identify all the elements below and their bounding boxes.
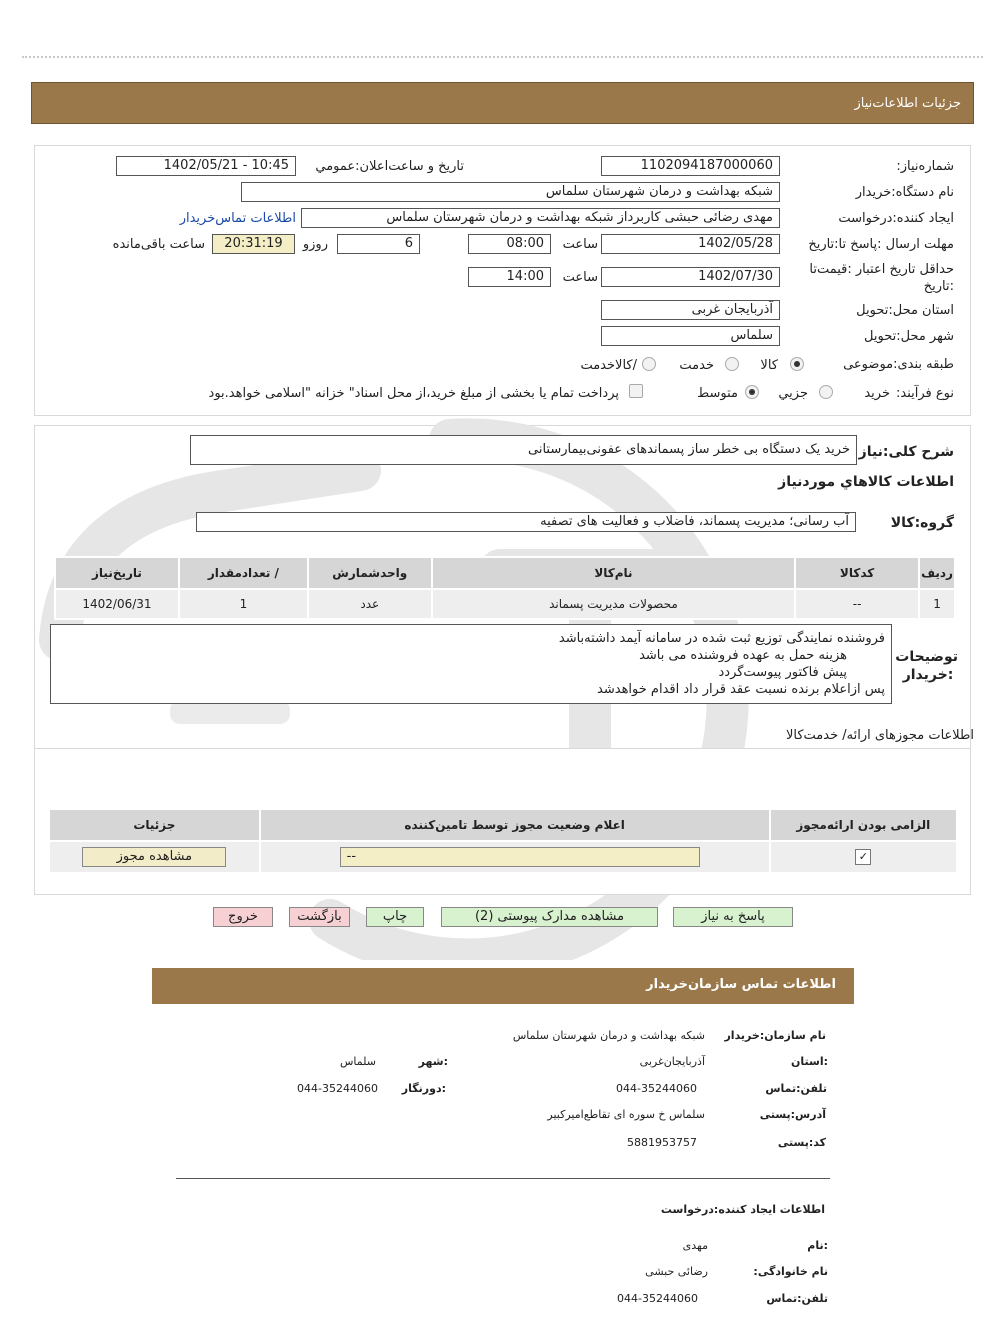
print-button[interactable]: چاپ [366, 907, 424, 927]
days-label: روزو [302, 237, 328, 252]
goods-cell-date: 1402/06/31 [55, 589, 179, 619]
category-service-label: خدمت [679, 358, 714, 373]
process-medium-radio[interactable] [745, 385, 759, 399]
deadline-label: مهلت ارسال :پاسخ تا‌:تاریخ [808, 237, 954, 252]
contact-fax-label: :دورنگار [401, 1082, 446, 1095]
city-field: سلماس [601, 326, 780, 346]
permits-col-status: اعلام وضعیت مجوز توسط تامین‌کننده [260, 809, 770, 841]
validity-date-field: 1402/07/30 [601, 267, 780, 287]
buyer-notes-box [50, 624, 892, 704]
goods-group-label: گروه‌:کالا [890, 515, 954, 531]
validity-label: حداقل تاریخ اعتبار :قیمت‌تا [809, 262, 954, 277]
creator-family-value: رضائی حبشی [645, 1265, 708, 1278]
back-button[interactable]: بازگشت [289, 907, 350, 927]
summary-title-field: خرید یک دستگاه بی خطر ساز پسماندهای عفونی‌بیمارستانی [190, 435, 857, 465]
creator-family-label: نام خانوادگی‌: [753, 1265, 828, 1278]
process-partial-radio[interactable] [819, 385, 833, 399]
buyer-notes-label-text: توضیحات :خریدار [895, 649, 958, 683]
checkbox-checked-icon: ✓ [855, 849, 871, 865]
deadline-time-label: ساعت [562, 237, 598, 252]
permits-cell-required [770, 841, 957, 873]
contact-province-label: :استان [791, 1055, 828, 1068]
validity-time-label: ساعت [562, 270, 598, 285]
process-medium-label: متوسط [697, 386, 738, 401]
attachments-button[interactable]: مشاهده مدارک پیوستی (2) [441, 907, 658, 927]
goods-col-unit: واحد‌شمارش [308, 557, 432, 589]
page-header-bar [31, 82, 974, 124]
view-permit-button[interactable]: مشاهده مجوز [82, 847, 226, 867]
permit-status-field: -- [340, 847, 700, 867]
buyer-org-field: شبکه بهداشت و درمان شهرستان سلماس [241, 182, 780, 202]
permits-cell-details [49, 841, 260, 873]
province-field: آذربایجان غربی [601, 300, 780, 320]
goods-col-code: کدکالا [795, 557, 919, 589]
goods-cell-code: -- [795, 589, 919, 619]
permits-table-header-row [49, 809, 957, 841]
creator-field: مهدی رضائی حبشی کاربرداز شبکه بهداشت و درمان شهرستان سلماس [301, 208, 780, 228]
validity-label-2: :تاریخ [923, 279, 954, 294]
goods-group-field: آب رسانی؛ مدیریت پسماند، فاضلاب و فعالیت های تصفیه [196, 512, 856, 532]
creator-info-heading: اطلاعات ایجاد کننده‌:درخواست [660, 1203, 825, 1216]
treasury-note: پرداخت تمام یا بخشی از مبلغ خرید،از محل اسناد" خزانه "اسلامی خواهد.بود [208, 386, 619, 401]
treasury-checkbox[interactable] [629, 384, 643, 398]
deadline-date-field: 1402/05/28 [601, 234, 780, 254]
buyer-org-label: نام دستگاه‌:خریدار [855, 185, 954, 200]
creator-phone-label: تلفن‌:تماس [766, 1292, 828, 1305]
permits-title: اطلاعات مجوزهای ارائه/ خدمت‌کالا [785, 728, 974, 743]
creator-name-label: :نام [807, 1239, 828, 1252]
exit-button[interactable]: خروج [213, 907, 273, 927]
contact-header-title: اطلاعات تماس سازمان‌خریدار [646, 977, 836, 992]
table-row [55, 589, 955, 619]
category-goods-service-radio[interactable] [642, 357, 656, 371]
province-label: استان محل‌:تحویل [856, 303, 954, 318]
contact-city-label: :شهر [418, 1055, 448, 1068]
remaining-label: ساعت باقی‌مانده [112, 237, 205, 252]
announce-field: 1402/05/21 - 10:45 [116, 156, 296, 176]
process-label: نوع فرآیند: [896, 386, 954, 401]
category-label: طبقه بندی‌:موضوعی [843, 357, 954, 372]
goods-cell-unit: عدد [308, 589, 432, 619]
remaining-time-field: 20:31:19 [212, 234, 295, 254]
goods-cell-name: محصولات مدیریت پسماند [432, 589, 795, 619]
permits-col-required: الزامی بودن ارائه‌مجوز [770, 809, 957, 841]
goods-info-heading: اطلاعات کالاهاي مورد‌نیاز [778, 474, 954, 490]
goods-table-header-row [55, 557, 955, 589]
goods-col-row: ردیف [919, 557, 955, 589]
breadcrumb: جزئیات اطلاعات‌نیاز [854, 96, 961, 111]
permits-cell-status [260, 841, 770, 873]
contact-postal-label: کد‌:پستی [777, 1136, 826, 1149]
goods-col-name: نام‌کالا [432, 557, 795, 589]
contact-city-value: سلماس [340, 1055, 376, 1068]
buyer-contact-link[interactable]: اطلاعات تماس‌خریدار [179, 211, 296, 226]
permits-table [48, 808, 958, 874]
category-service-radio[interactable] [725, 357, 739, 371]
contact-province-value: آذربایجان‌غربی [639, 1055, 705, 1068]
creator-name-value: مهدی [682, 1239, 708, 1252]
buyer-note-line: هزینه حمل به عهده فروشنده می باشد [639, 648, 847, 663]
contact-divider [176, 1178, 830, 1179]
deadline-time-field: 08:00 [468, 234, 551, 254]
reply-button[interactable]: پاسخ به نیاز [673, 907, 793, 927]
validity-time-field: 14:00 [468, 267, 551, 287]
category-goods-service-label: /کالاخدمت [580, 358, 637, 373]
contact-header-bar [152, 968, 854, 1004]
need-number-label: شماره‌نیاز: [896, 159, 954, 174]
creator-label: ایجاد کننده‌:درخواست [838, 211, 954, 226]
contact-address-label: آدرس‌:پستی [759, 1108, 826, 1121]
contact-postal-value: 5881953757 [627, 1136, 697, 1149]
contact-address-value: سلماس خ سوره ای تقاطع‌امیرکبیر [547, 1108, 705, 1121]
buyer-note-line: فروشنده نمایندگی توزیع ثبت شده در سامانه آیمد داشته‌باشد [558, 631, 885, 646]
city-label: شهر محل‌:تحویل [864, 329, 954, 344]
buyer-note-line: پس ازاعلام برنده نسبت عقد قرار داد اقدام خواهدشد [597, 682, 885, 697]
contact-org-value: شبکه بهداشت و درمان شهرستان سلماس [512, 1029, 705, 1042]
category-goods-radio[interactable] [790, 357, 804, 371]
top-divider [22, 56, 983, 58]
need-number-field: 1102094187000060 [601, 156, 780, 176]
contact-fax-value: 044-35244060 [297, 1082, 378, 1095]
category-goods-label: کالا [760, 358, 778, 373]
goods-cell-qty: 1 [179, 589, 308, 619]
goods-cell-row: 1 [919, 589, 955, 619]
creator-phone-value: 044-35244060 [617, 1292, 698, 1305]
contact-phone-label: تلفن‌:تماس [765, 1082, 827, 1095]
goods-col-qty: / تعداد‌مقدار [179, 557, 308, 589]
goods-table [54, 556, 956, 620]
contact-org-label: نام سازمان‌:خریدار [724, 1029, 826, 1042]
process-buy-label: خرید [864, 386, 890, 401]
days-field: 6 [337, 234, 420, 254]
announce-label: تاریخ و ساعت‌اعلان‌:عمومي [315, 159, 464, 174]
permits-col-details: جزئیات [49, 809, 260, 841]
contact-phone-value: 044-35244060 [616, 1082, 697, 1095]
process-partial-label: جزیي [778, 386, 808, 401]
buyer-notes-label [895, 648, 958, 684]
goods-col-date: تاریخ‌نیاز [55, 557, 179, 589]
summary-title-label: شرح کلی‌:نیاز [858, 444, 954, 460]
buyer-note-line: پیش فاکتور پیوست‌گردد [718, 665, 847, 680]
table-row [49, 841, 957, 873]
